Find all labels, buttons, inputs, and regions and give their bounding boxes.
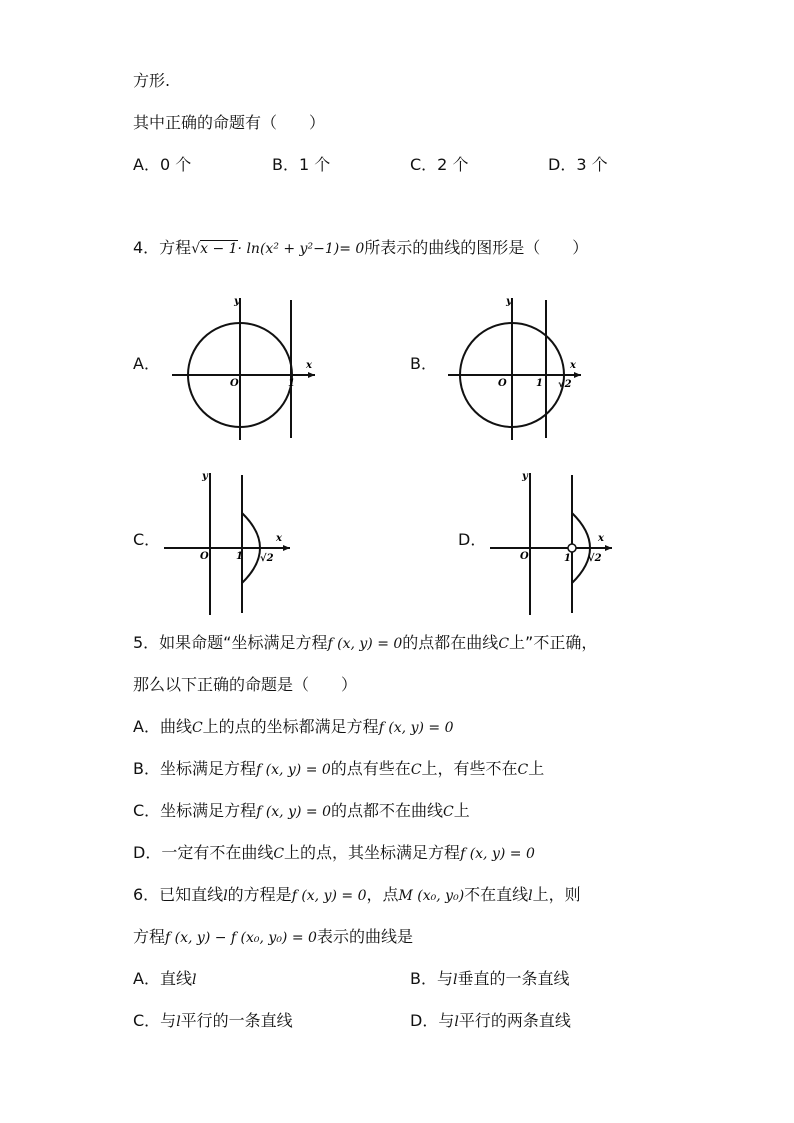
q4-equals: = 0 (339, 241, 365, 257)
prev-option-c: C．2 个 (410, 155, 469, 174)
q5-c-text3: 上 (453, 801, 470, 820)
fig-b-one: 1 (536, 378, 543, 389)
q6-option-c (133, 1010, 293, 1033)
q6-text-g: 表示的曲线是 (316, 927, 413, 946)
q4-prefix: 4．方程 (133, 238, 192, 257)
fig-b-y-label: y (506, 296, 512, 307)
q6-text-b: 的方程是 (227, 885, 292, 904)
figure-a (160, 290, 330, 445)
q6-option-a (133, 968, 196, 991)
fig-a-origin: O (230, 378, 239, 389)
q5-d-fxy: f (x, y) = 0 (460, 846, 535, 862)
fig-c-label: C． (133, 530, 161, 549)
q6-text-d: 不在直线 (464, 885, 529, 904)
q5-line1 (133, 632, 597, 655)
q6-b-l: l (452, 972, 458, 988)
q5-curve-c: C (498, 636, 510, 652)
q4-inner: x² + y²−1 (265, 241, 334, 257)
q5-option-a (133, 716, 454, 739)
q5-b-text2: 的点有些在 (330, 759, 411, 778)
q4-sqrt-content: x − 1 (200, 241, 238, 257)
q6-c-text1: C．与 (133, 1011, 177, 1030)
fig-d-label: D． (458, 530, 487, 549)
q6-d-text2: 平行的两条直线 (458, 1011, 571, 1030)
q5-option-c (133, 800, 470, 823)
q6-d-text1: D．与 (410, 1011, 455, 1030)
q6-option-d (410, 1010, 571, 1033)
q6-l-2: l (528, 888, 533, 904)
q5-a-fxy: f (x, y) = 0 (378, 720, 454, 736)
q6-text-e: 上，则 (532, 885, 581, 904)
figure-d (484, 465, 624, 620)
fig-c-root2: √2 (260, 553, 274, 564)
q5-b-text4: 上 (528, 759, 545, 778)
q4-sqrt-sign: √ (191, 241, 201, 257)
q5-a-curve: C (191, 720, 203, 736)
q4-stem (133, 237, 588, 260)
q5-text-c: 上”不正确， (509, 633, 598, 652)
q6-text-a: 6．已知直线 (133, 885, 224, 904)
q5-a-text1: A．曲线 (133, 717, 192, 736)
q5-text-b: 的点都在曲线 (402, 633, 499, 652)
fig-c-y-label: y (202, 471, 208, 482)
q5-b-curve1: C (410, 762, 422, 778)
fig-b-label: B． (410, 354, 437, 373)
q6-b-text2: 垂直的一条直线 (457, 969, 570, 988)
q5-b-curve2: C (517, 762, 529, 778)
figure-b (436, 290, 606, 445)
q4-lparen: ( (259, 241, 266, 257)
q6-a-text: A．直线 (133, 969, 192, 988)
prev-tail: 方形. (133, 71, 171, 90)
q5-d-curve: C (273, 846, 285, 862)
fig-a-one: 1 (288, 378, 295, 389)
q5-d-text2: 上的点，其坐标满足方程 (284, 843, 461, 862)
fig-d-origin: O (520, 551, 529, 562)
q5-b-fxy: f (x, y) = 0 (255, 762, 331, 778)
q6-line2 (133, 926, 413, 949)
q6-point-m: M (x₀, y₀) (398, 888, 465, 904)
q6-d-l: l (454, 1014, 459, 1030)
q6-a-l: l (191, 972, 197, 988)
q5-option-d (133, 842, 535, 865)
fig-d-root2: √2 (588, 553, 602, 564)
prev-option-a: A．0 个 (133, 155, 192, 174)
q6-b-text1: B．与 (410, 969, 453, 988)
prev-stem: 其中正确的命题有（ ） (133, 113, 326, 132)
q6-expr: f (x, y) − f (x₀, y₀) = 0 (165, 930, 317, 946)
q5-a-text2: 上的点的坐标都满足方程 (202, 717, 379, 736)
q5-c-fxy: f (x, y) = 0 (256, 804, 331, 820)
fig-d-y-label: y (522, 471, 528, 482)
q6-l-1: l (223, 888, 228, 904)
q6-option-b (410, 968, 569, 991)
fig-b-origin: O (498, 378, 507, 389)
fig-c-origin: O (200, 551, 209, 562)
fig-c-one: 1 (236, 551, 243, 562)
q5-c-text2: 的点都不在曲线 (331, 801, 444, 820)
q6-line1 (133, 884, 581, 907)
fig-a-x-label: x (306, 360, 312, 371)
q5-line2: 那么以下正确的命题是（ ） (133, 675, 358, 694)
q5-d-text1: D．一定有不在曲线 (133, 843, 274, 862)
q5-option-b (133, 758, 544, 781)
q6-c-text2: 平行的一条直线 (180, 1011, 293, 1030)
fig-b-root2: √2 (558, 379, 572, 390)
q5-text-a: 5．如果命题“坐标满足方程 (133, 633, 328, 652)
prev-option-b: B．1 个 (272, 155, 331, 174)
q5-b-text3: 上，有些不在 (421, 759, 518, 778)
q6-fxy: f (x, y) = 0 (291, 888, 367, 904)
fig-d-one: 1 (564, 553, 571, 564)
figure-c (160, 465, 310, 620)
fig-b-x-label: x (570, 360, 576, 371)
fig-d-x-label: x (598, 533, 604, 544)
fig-a-label: A． (133, 354, 160, 373)
q6-c-l: l (176, 1014, 181, 1030)
fig-d-open-point (568, 544, 576, 552)
q6-text-f: 方程 (133, 927, 166, 946)
q4-suffix: 所表示的曲线的图形是（ ） (364, 238, 589, 257)
q4-rparen: ) (333, 241, 340, 257)
q5-b-text1: B．坐标满足方程 (133, 759, 256, 778)
prev-option-d: D．3 个 (548, 155, 608, 174)
q5-fxy: f (x, y) = 0 (327, 636, 403, 652)
fig-a-y-label: y (234, 296, 240, 307)
fig-c-x-label: x (276, 533, 282, 544)
q5-c-text1: C．坐标满足方程 (133, 801, 257, 820)
q6-text-c: ，点 (366, 885, 399, 904)
q4-ln: · ln (237, 241, 260, 257)
q5-c-curve: C (443, 804, 454, 820)
